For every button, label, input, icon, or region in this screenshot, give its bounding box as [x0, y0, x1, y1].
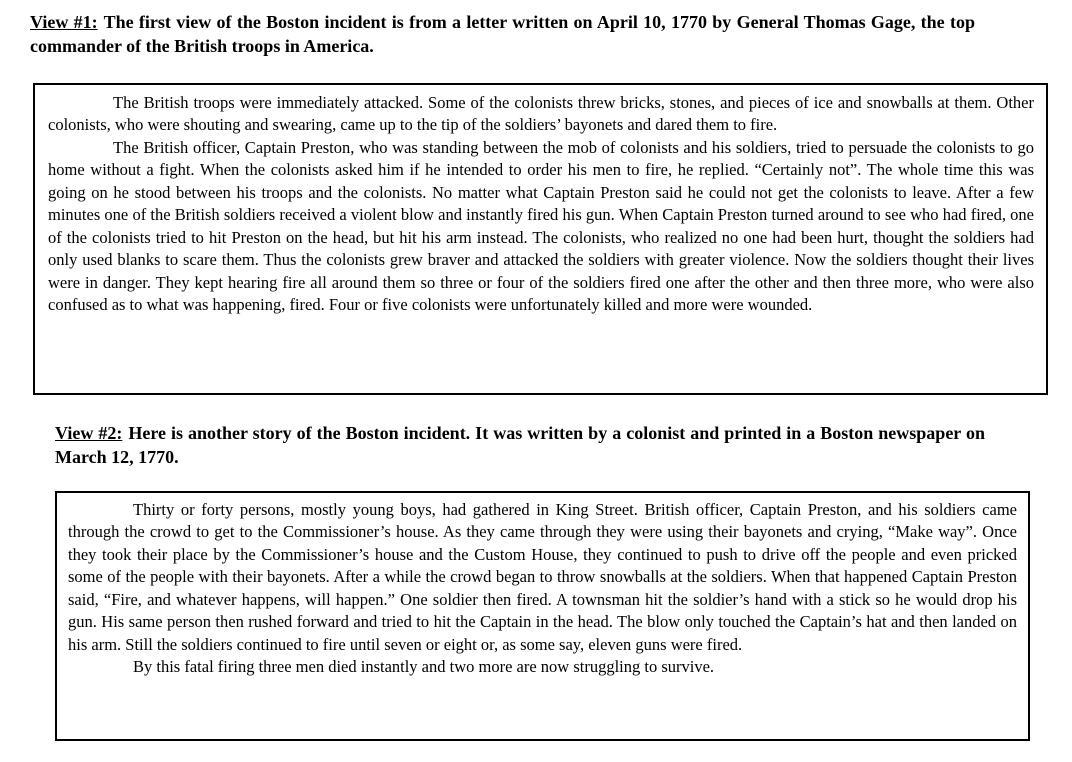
view2-heading-label: View #2:	[55, 423, 123, 443]
view1-paragraph-1: The British troops were immediately attacked. Some of the colonists threw bricks, stones, and pieces of ice and snowballs at them. Other colonists, who were shouting and swearing, came up to the tip of the soldiers’ bayonets and dared them to fire.	[48, 93, 1034, 135]
view1-heading-label: View #1:	[30, 12, 98, 32]
view2-passage-box	[55, 491, 1030, 741]
view2-paragraph-2: By this fatal firing three men died instantly and two more are now struggling to survive.	[133, 657, 715, 677]
view1-passage-box	[33, 83, 1048, 395]
view1-heading	[30, 10, 975, 58]
view2-heading	[55, 421, 985, 469]
view1-heading-text: The first view of the Boston incident is from a letter written on April 10, 1770 by General Thomas Gage, the top commander of the British troops in America.	[30, 12, 975, 56]
view2-heading-text: Here is another story of the Boston incident. It was written by a colonist and printed in a Boston newspaper on March 12, 1770.	[55, 423, 985, 467]
view2-paragraph-1: Thirty or forty persons, mostly young boys, had gathered in King Street. British officer, Captain Preston, and his soldiers came through the crowd to get to the Commissioner’s house. As they came through they were using their bayonets and crying, “Make way”. Once they took their place by the Commissioner’s house and the Custom House, they continued to push to drive off the people and even pricked some of the people with their bayonets. After a while the crowd began to throw snowballs at the soldiers. When that happened Captain Preston said, “Fire, and whatever happens, will happen.” One soldier then fired. A townsman hit the soldier’s hand with a stick so he would drop his gun. His same person then rushed forward and tried to hit the Captain in the head. The blow only touched the Captain’s hat and then landed on his arm. Still the soldiers continued to fire until seven or eight or, as some say, eleven guns were fired.	[68, 500, 1017, 654]
view1-paragraph-2: The British officer, Captain Preston, who was standing between the mob of colonists and his soldiers, tried to persuade the colonists to go home without a fight. When the colonists asked him if he intended to order his men to fire, he replied. “Certainly not”. The whole time this was going on he stood between his troops and the colonists. No matter what Captain Preston said he could not get the colonists to leave. After a few minutes one of the British soldiers received a violent blow and instantly fired his gun. When Captain Preston turned around to see who had fired, one of the colonists tried to hit Preston on the head, but hit his arm instead. The colonists, who realized no one had been hurt, thought the soldiers had only used blanks to scare them. Thus the colonists grew braver and attacked the soldiers with greater violence. Now the soldiers thought their lives were in danger. They kept hearing fire all around them so three or four of the soldiers fired one after the other and then three more, who were also confused as to what was happening, fired. Four or five colonists were unfortunately killed and more were wounded.	[48, 137, 1034, 315]
